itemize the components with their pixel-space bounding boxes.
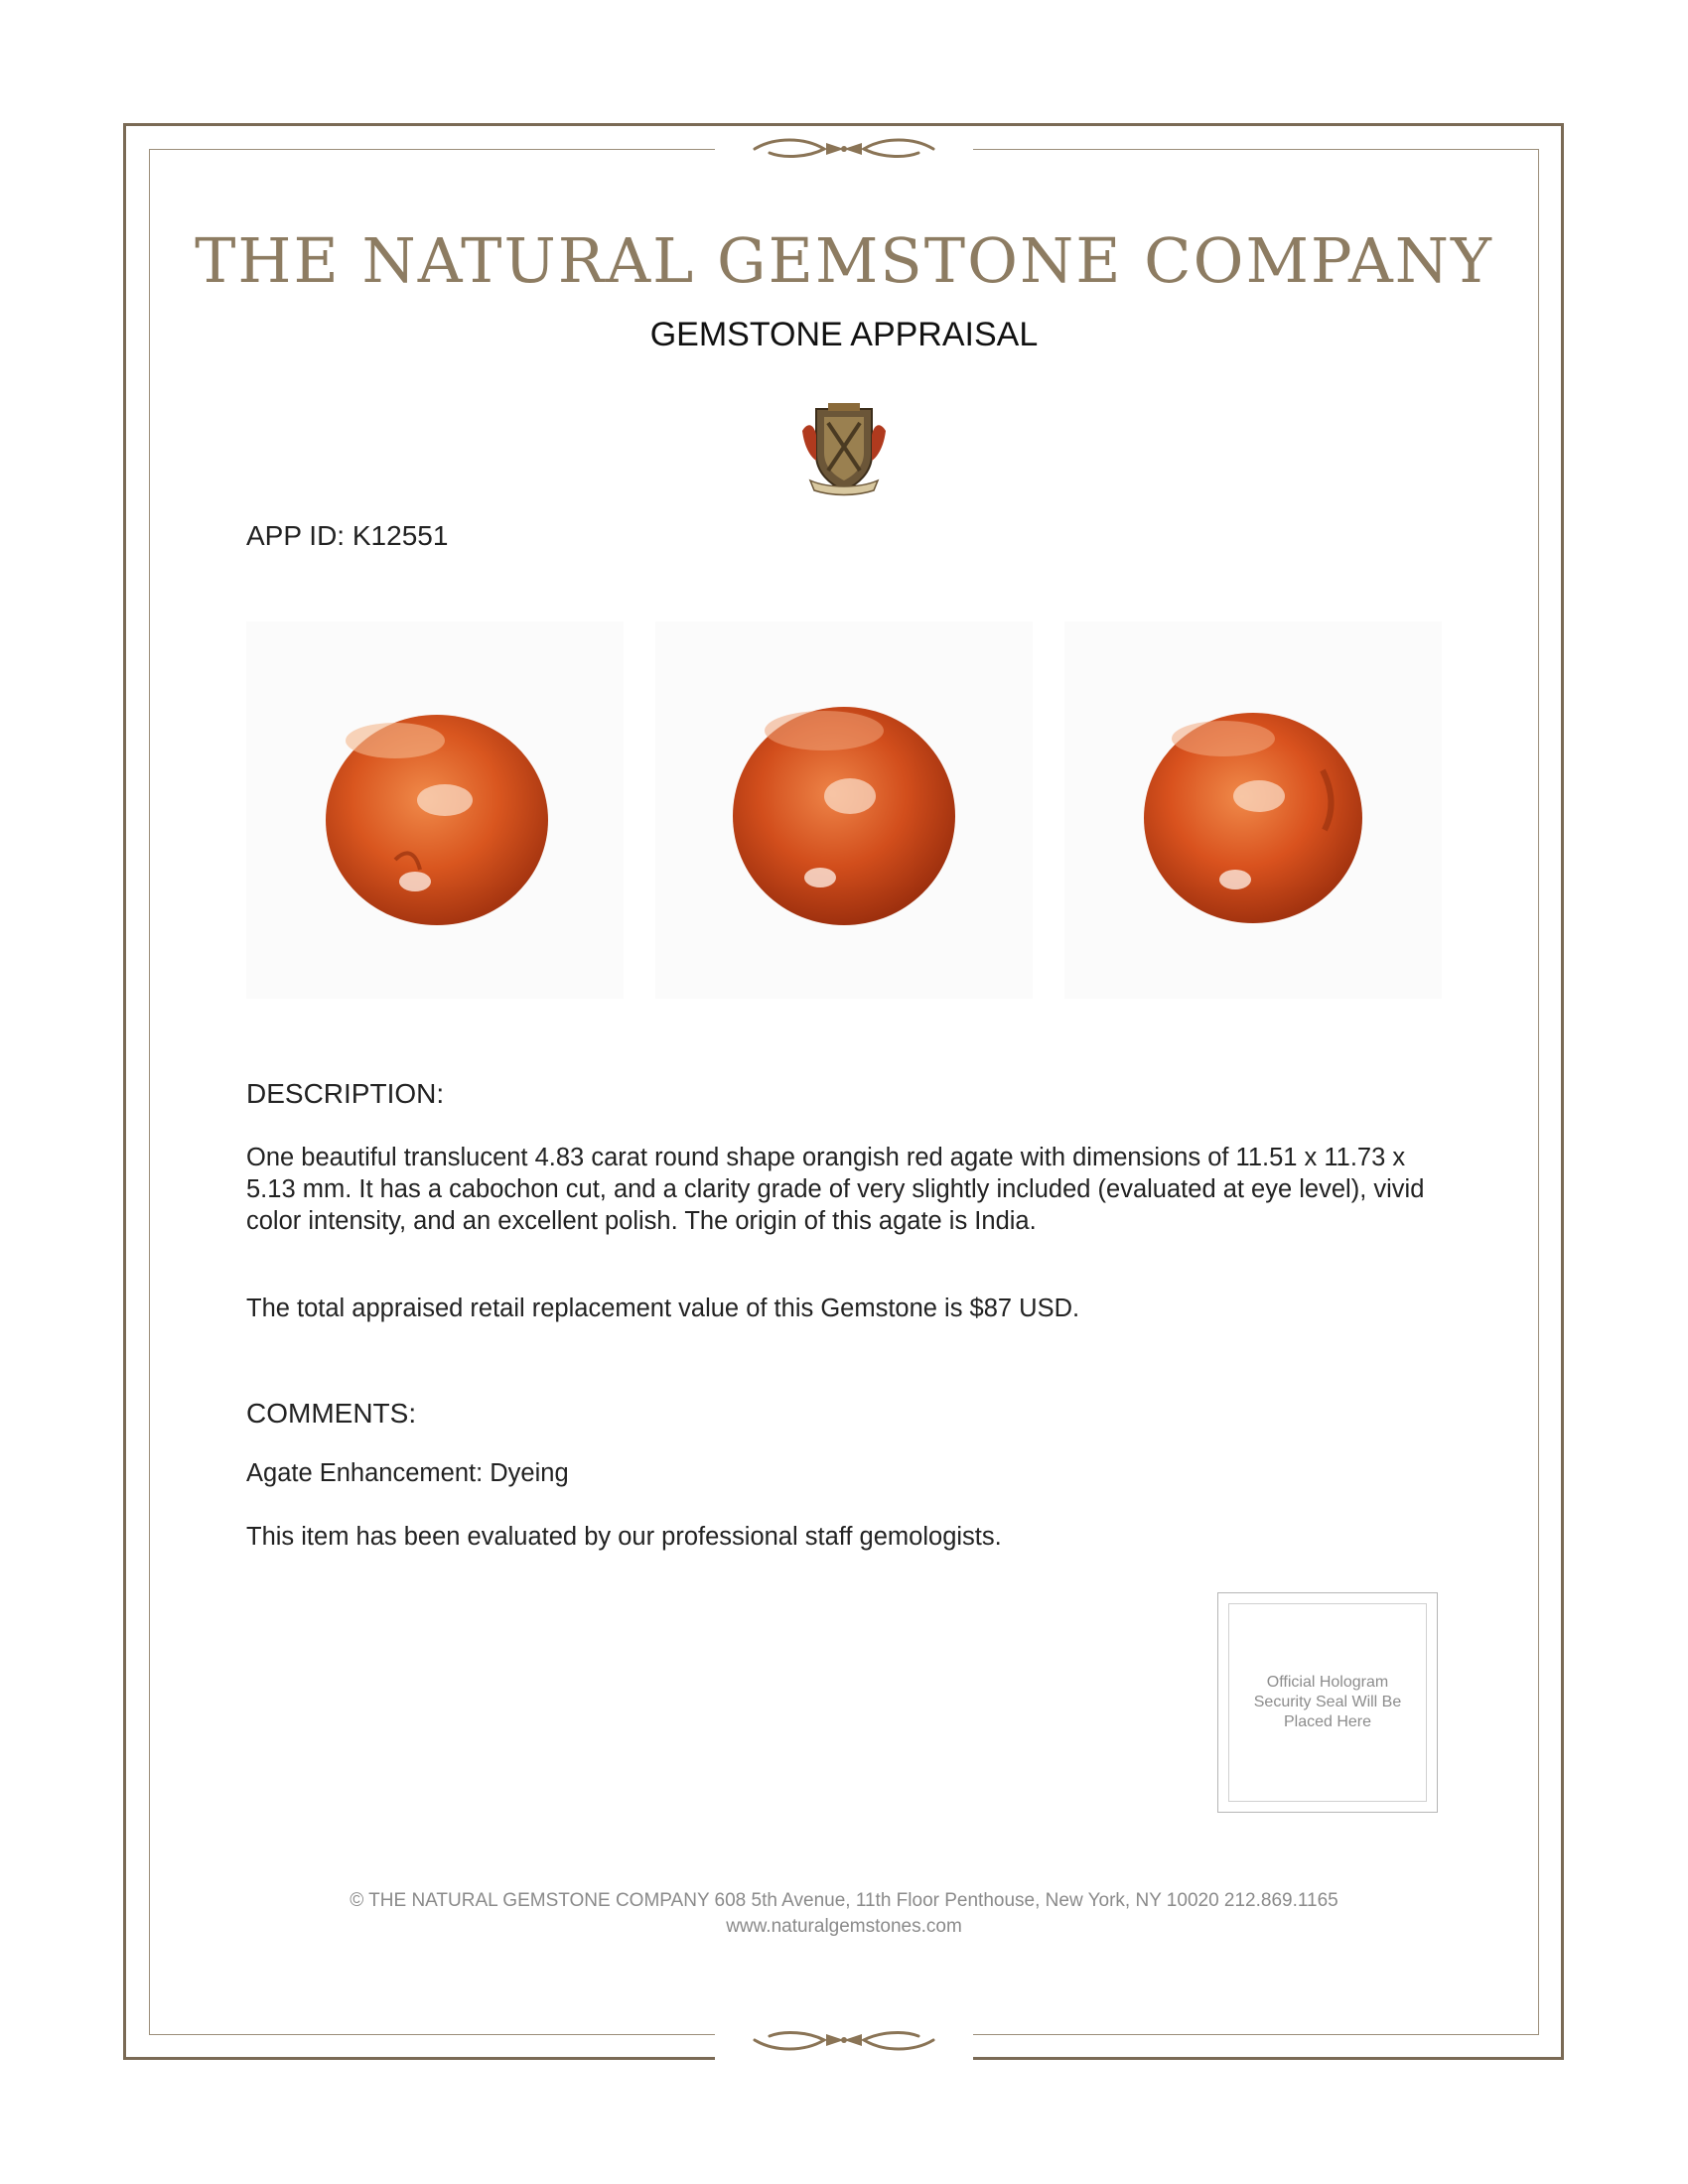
company-title: THE NATURAL GEMSTONE COMPANY xyxy=(195,224,1493,297)
heraldic-crest-icon xyxy=(798,401,890,496)
enhancement-text: Agate Enhancement: Dyeing xyxy=(246,1459,569,1487)
top-flourish-icon xyxy=(715,129,973,169)
description-text: One beautiful translucent 4.83 carat round shape orangish red agate with dimensions of 11.51 x 11.73 x 5.13 mm. It has a cabochon cut, and a clarity grade of very slightly included (evaluated at eye level), vivid color intensity, and an excellent polish. The origin of this agate is India. xyxy=(246,1144,1425,1235)
gem-photo-3 xyxy=(1064,621,1442,999)
hologram-seal-placeholder xyxy=(1217,1592,1438,1813)
app-id-value: K12551 xyxy=(352,520,449,551)
app-id xyxy=(246,520,448,552)
appraised-value-text: The total appraised retail replacement value of this Gemstone is $87 USD. xyxy=(246,1295,1080,1322)
footer-address: © THE NATURAL GEMSTONE COMPANY 608 5th Avenue, 11th Floor Penthouse, New York, NY 10020 212.869.1165 xyxy=(350,1890,1338,1911)
seal-inner-frame xyxy=(1228,1603,1427,1802)
document-subtitle: GEMSTONE APPRAISAL xyxy=(649,316,1039,353)
seal-text: Official Hologram Security Seal Will Be Placed Here xyxy=(1253,1674,1402,1730)
gem-photo-2 xyxy=(655,621,1033,999)
bottom-flourish-icon xyxy=(715,2020,973,2060)
gem-photo-1 xyxy=(246,621,624,999)
comments-heading: COMMENTS: xyxy=(246,1398,417,1429)
footer-website: www.naturalgemstones.com xyxy=(726,1916,962,1937)
app-id-label: APP ID: xyxy=(246,520,346,551)
description-heading: DESCRIPTION: xyxy=(246,1078,445,1109)
evaluation-text: This item has been evaluated by our professional staff gemologists. xyxy=(246,1523,1002,1551)
